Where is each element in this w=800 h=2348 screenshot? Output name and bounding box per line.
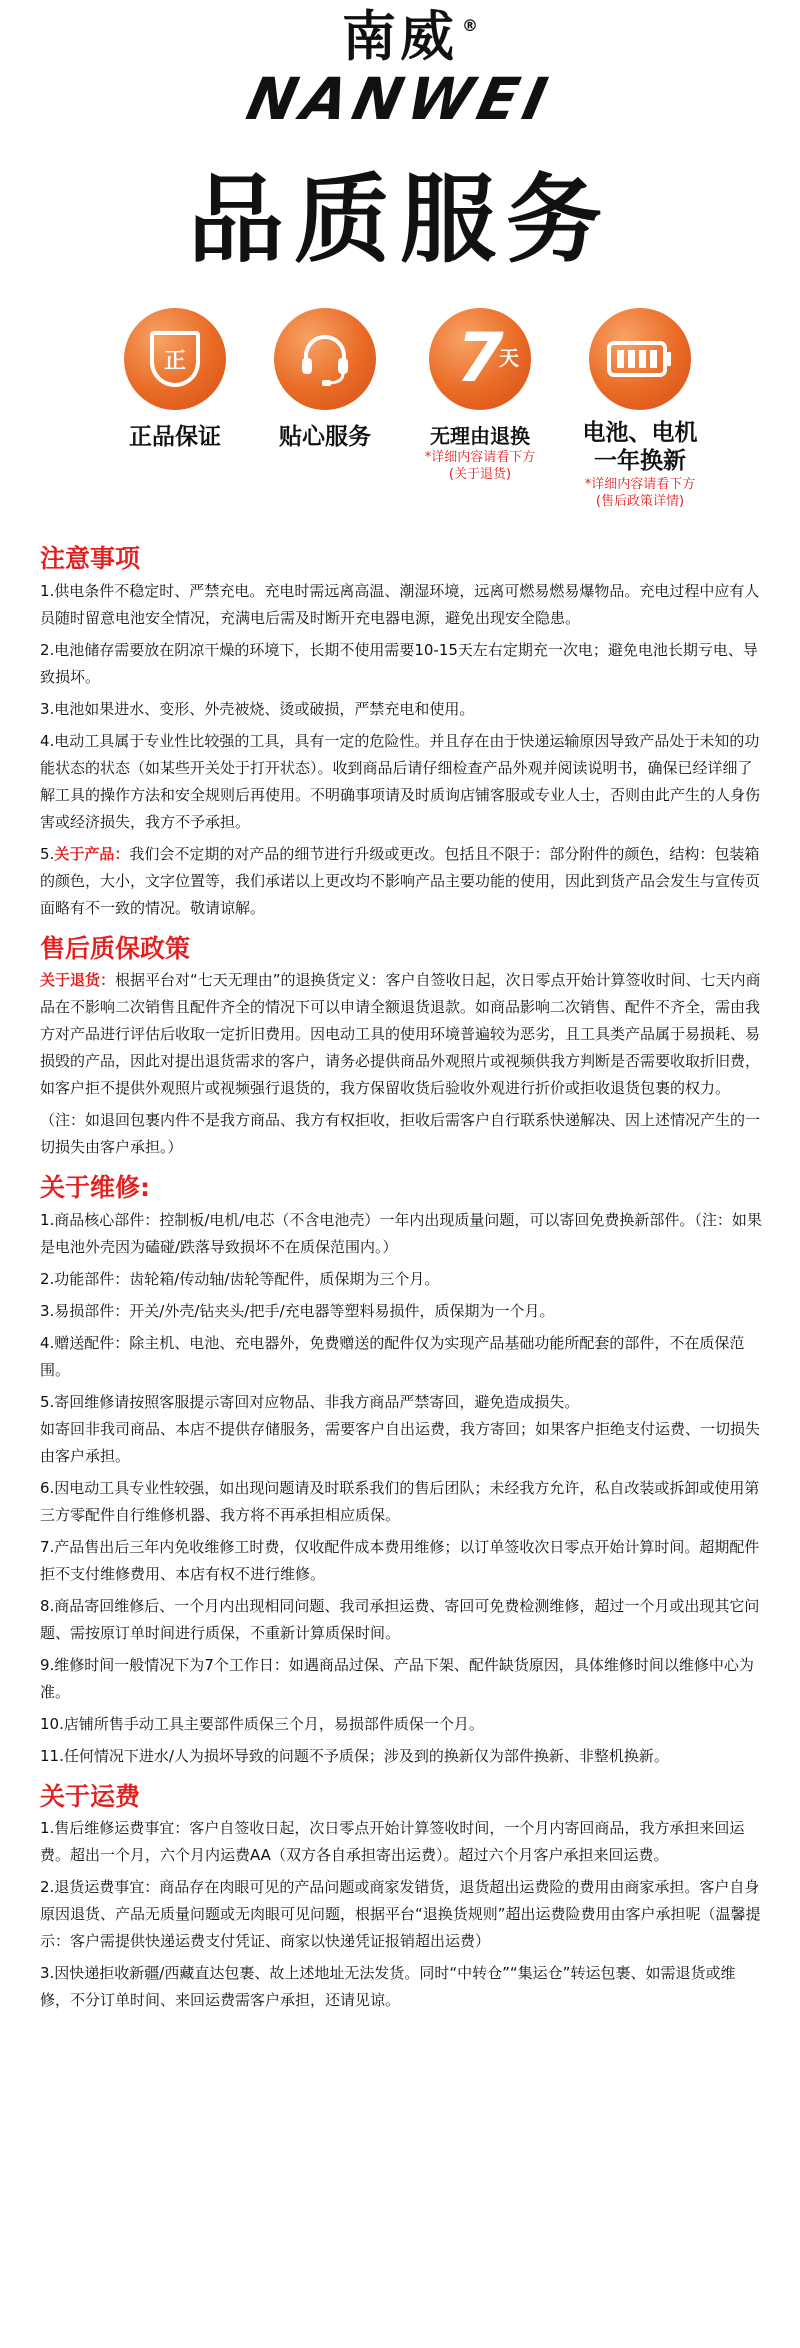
shipping-title: 关于运费 xyxy=(40,1781,141,1811)
repair-item: 3.易损部件：开关/外壳/钻夹头/把手/充电器等塑料易损件，质保期为一个月。 xyxy=(40,1301,555,1320)
notice-item: 2.电池储存需要放在阴凉干燥的环境下，长期不使用需要10-15天左右定期充一次电；避免电池长期亏电、导致损坏。 xyxy=(40,640,758,686)
badge-circle xyxy=(124,308,226,410)
repair-item: 11.任何情况下进水/人为损坏导致的问题不予质保；涉及到的换新仅为部件换新、非整机换新。 xyxy=(40,1746,669,1765)
repair-item: 10.店铺所售手动工具主要部件质保三个月，易损部件质保一个月。 xyxy=(40,1714,484,1733)
brand-name-cn: 南威 xyxy=(342,5,458,68)
headset-icon xyxy=(294,328,356,390)
seven-days-icon xyxy=(429,308,531,410)
badge-label: 正品保证 xyxy=(129,424,221,450)
notice-item: 1.供电条件不稳定时、严禁充电。充电时需远离高温、潮湿环境，远离可燃易燃易爆物品。充电过程中应有人员随时留意电池安全情况，充满电后需及时断开充电器电源，避免出现安全隐患。 xyxy=(40,581,760,627)
repair-title: 关于维修: xyxy=(40,1173,150,1202)
badge-label: 电池、电机 一年换新 xyxy=(582,420,698,474)
item-number: 5. xyxy=(40,844,55,863)
battery-icon xyxy=(607,339,673,379)
notice-item: 4.电动工具属于专业性比较强的工具，具有一定的危险性。并且存在由于快递运输原因导致产品处于未知的功能状态的状态（如某些开关处于打开状态）。收到商品后请仔细检查产品外观并阅读说明书，确保已经详细了解工具的操作方法和安全规则后再使用。不明确事项请及时质询店铺客服或专业人士，否则由此产生的人身伤害或经济损失，我方不予承担。 xyxy=(40,731,761,831)
badge-circle xyxy=(274,308,376,410)
after-sales-title: 售后质保政策 xyxy=(40,933,191,963)
returns-text: 根据平台对“七天无理由”的退换货定义：客户自签收日起，次日零点开始计算签收时间、七天内商品在不影响二次销售且配件齐全的情况下可以申请全额退货退款。如商品影响二次销售、配件不齐全，需由我方对产品进行评估后收取一定折旧费用。因电动工具的使用环境普遍较为恶劣，且工具类产品属于易损耗、易损毁的产品，因此对提出退货需求的客户，请务必提供商品外观照片或视频供我方判断是否需要收取折旧费，如客户拒不提供外观照片或视频强行退货的，我方保留收货后验收外观进行折价或拒收退货包裹的权力。 xyxy=(40,971,761,1097)
service-badges xyxy=(100,308,720,518)
badge-circle xyxy=(589,308,691,410)
notice-item xyxy=(40,841,762,922)
shield-icon: 正 xyxy=(150,331,200,387)
policy-content xyxy=(40,540,762,2014)
repair-item: 6.因电动工具专业性较强，如出现问题请及时联系我们的售后团队；未经我方允许，私自改装或拆卸或使用第三方零配件自行维修机器、我方将不再承担相应质保。 xyxy=(40,1478,760,1524)
badge-genuine xyxy=(100,308,250,452)
badge-note: *详细内容请看下方 (关于退货) xyxy=(424,450,536,482)
notice-title: 注意事项 xyxy=(40,544,141,573)
repair-item: 7.产品售出后三年内免收维修工时费，仅收配件成本费用维修；以订单签收次日零点开始计算时间。超期配件拒不支付维修费用、本店有权不进行维修。 xyxy=(40,1537,760,1583)
badge-battery-motor xyxy=(565,308,715,511)
returns-paragraph xyxy=(40,967,762,1102)
page-title: 品质服务 xyxy=(188,164,612,276)
shipping-item: 3.因快递拒收新疆/西藏直达包裹、故上述地址无法发货。同时“中转仓”“集运仓”转运包裹、如需退货或维修，不分订单时间、来回运费需客户承担，还请见谅。 xyxy=(40,1964,736,2009)
badge-label: 贴心服务 xyxy=(279,424,371,450)
returns-note: （注：如退回包裹内件不是我方商品、我方有权拒收，拒收后需客户自行联系快递解决、因上述情况产生的一切损失由客户承担。） xyxy=(40,1111,761,1156)
brand-name-en: NANWEI xyxy=(241,65,559,133)
repair-item: 8.商品寄回维修后、一个月内出现相同问题、我司承担运费、寄回可免费检测维修，超过一个月或出现其它问题、需按原订单时间进行质保，不重新计算质保时间。 xyxy=(40,1596,760,1642)
badge-label: 无理由退换 xyxy=(430,424,530,448)
repair-item: 4.赠送配件：除主机、电池、充电器外，免费赠送的配件仅为实现产品基础功能所配套的部件，不在质保范围。 xyxy=(40,1333,745,1379)
shipping-item: 2.退货运费事宜：商品存在肉眼可见的产品问题或商家发错货，退货超出运费险的费用由商家承担。客户自身原因退货、产品无质量问题或无肉眼可见问题，根据平台“退换货规则”超出运费险费用由客户承担呢（温馨提示：客户需提供快递运费支付凭证、商家以快递凭证报销超出运费） xyxy=(40,1878,761,1950)
repair-item: 2.功能部件：齿轮箱/传动轴/齿轮等配件，质保期为三个月。 xyxy=(40,1269,440,1288)
repair-item: 9.维修时间一般情况下为7个工作日：如遇商品过保、产品下架、配件缺货原因，具体维修时间以维修中心为准。 xyxy=(40,1655,754,1701)
highlight-label: 关于产品： xyxy=(54,844,130,863)
highlight-label: 关于退货： xyxy=(40,971,116,989)
repair-item: 5.寄回维修请按照客服提示寄回对应物品、非我方商品严禁寄回，避免造成损失。 如寄回非我司商品、本店不提供存储服务，需要客户自出运费，我方寄回；如果客户拒绝支付运费、一切损失由客户承担。 xyxy=(40,1392,761,1465)
seven-glyph: 7 xyxy=(456,319,504,398)
shipping-item: 1.售后维修运费事宜：客户自签收日起，次日零点开始计算签收时间，一个月内寄回商品，我方承担来回运费。超出一个月，六个月内运费AA（双方各自承担寄出运费）。超过六个月客户承担来回运费。 xyxy=(40,1819,745,1864)
notice-item: 3.电池如果进水、变形、外壳被烧、烫或破损，严禁充电和使用。 xyxy=(40,699,475,718)
brand-logo xyxy=(0,5,800,133)
item-text: 我们会不定期的对产品的细节进行升级或更改。包括且不限于：部分附件的颜色，结构：包装箱的颜色，大小，文字位置等，我们承诺以上更改均不影响产品主要功能的使用，因此到货产品会发生与宣传页面略有不一致的情况。敬请谅解。 xyxy=(40,844,761,917)
badge-note: *详细内容请看下方 (售后政策详情) xyxy=(584,477,696,510)
badge-seven-day-return xyxy=(405,308,555,484)
registered-mark: ® xyxy=(462,16,478,35)
badge-service xyxy=(250,308,400,452)
repair-item: 1.商品核心部件：控制板/电机/电芯（不含电池壳）一年内出现质量问题，可以寄回免费换新部件。（注：如果是电池外壳因为磕碰/跌落导致损坏不在质保范围内。） xyxy=(40,1210,762,1256)
day-glyph: 天 xyxy=(499,346,519,370)
